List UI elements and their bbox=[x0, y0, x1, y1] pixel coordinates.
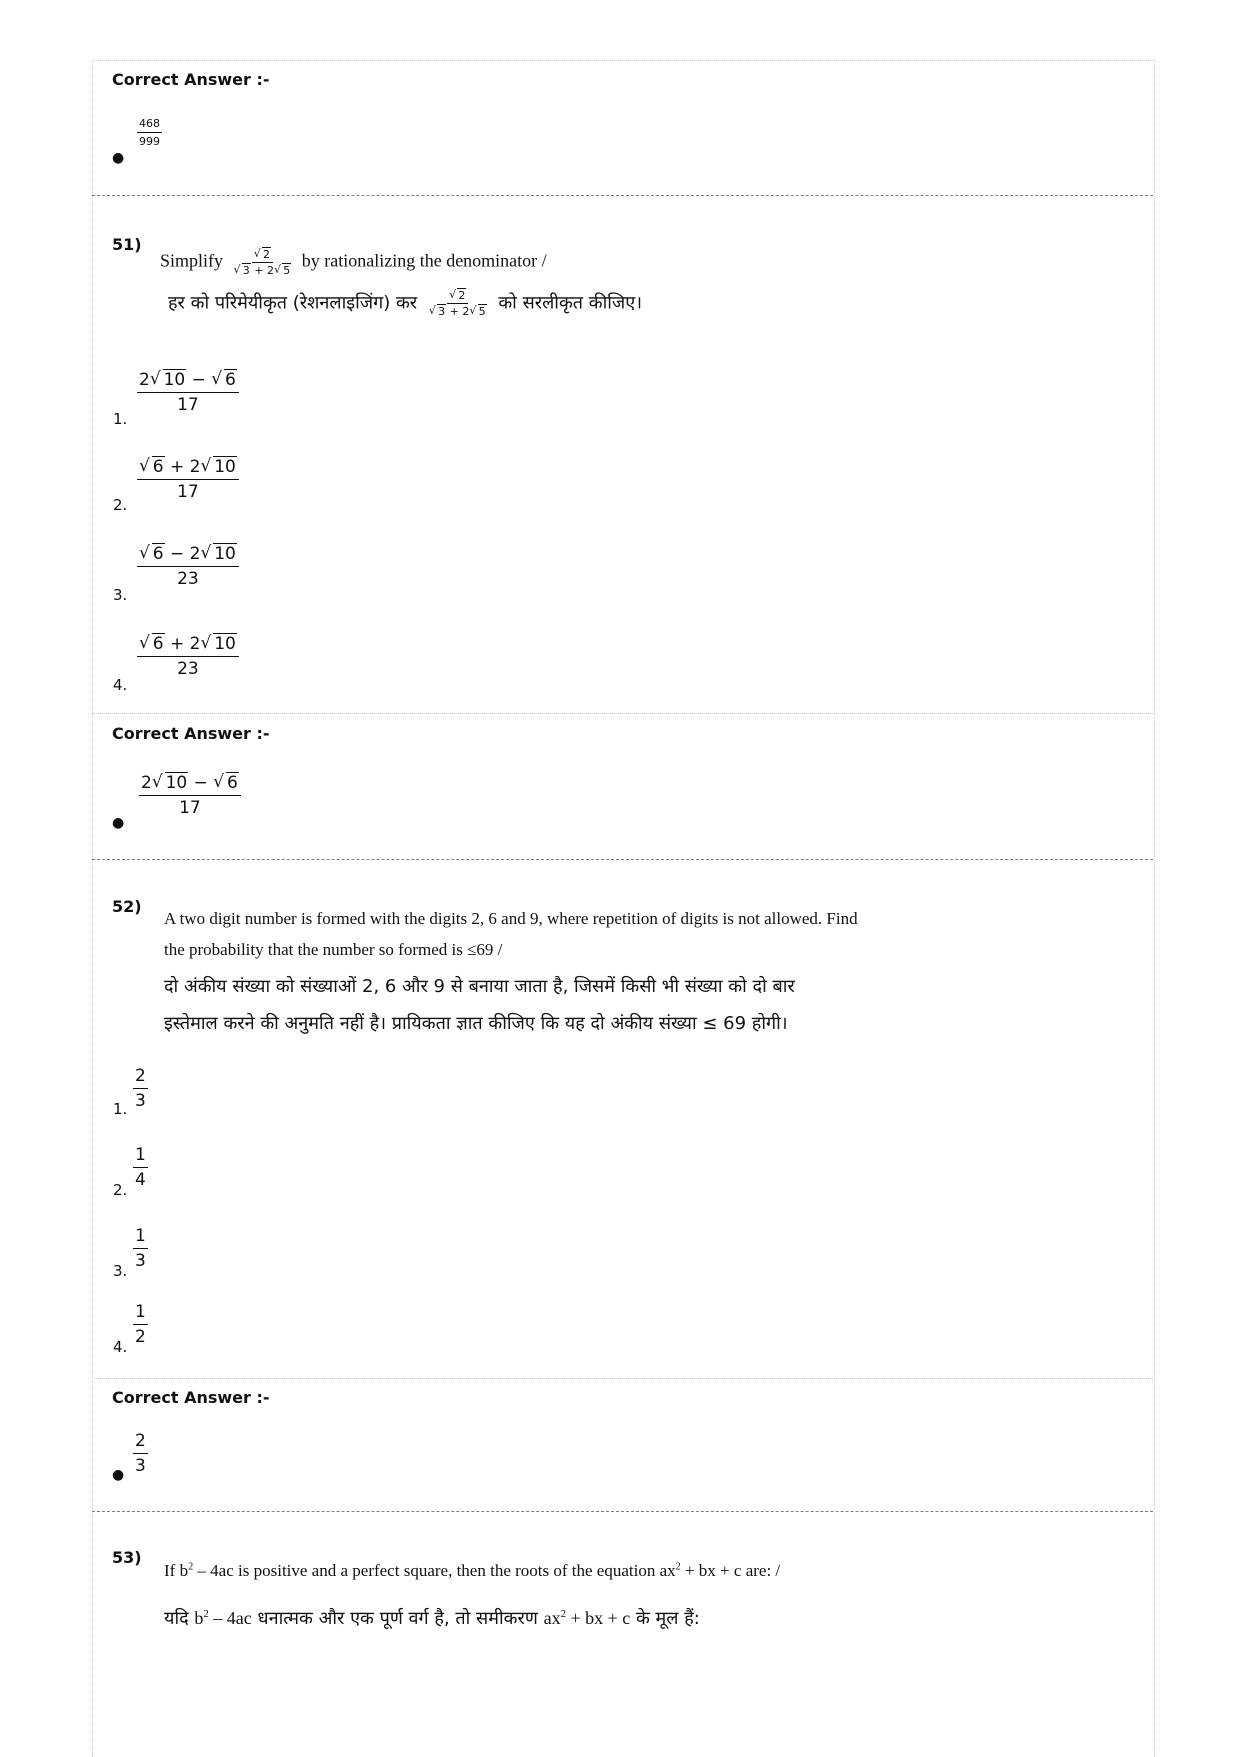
operator: − 2 bbox=[164, 544, 201, 564]
question-text-hindi bbox=[164, 1606, 700, 1630]
answer-fraction bbox=[133, 1431, 148, 1476]
option-index: 3. bbox=[113, 586, 128, 604]
text-segment: + bx + c bbox=[565, 1608, 631, 1628]
denominator: 17 bbox=[179, 798, 201, 818]
answer-fraction bbox=[139, 773, 241, 818]
radicand: 10 bbox=[214, 544, 236, 564]
question-text-hindi bbox=[168, 289, 642, 318]
question-text-hindi-line1: दो अंकीय संख्या को संख्याओं 2, 6 और 9 से बनाया जाता है, जिसमें किसी भी संख्या को दो बार bbox=[164, 976, 795, 997]
question-text-english bbox=[160, 248, 547, 277]
radicand: 3 bbox=[438, 305, 446, 318]
numerator: 1 bbox=[133, 1226, 148, 1249]
option-4-fraction bbox=[137, 634, 239, 679]
correct-answer-label: Correct Answer :- bbox=[112, 1388, 270, 1407]
text-segment: धनात्मक और एक पूर्ण वर्ग है, तो समीकरण bbox=[251, 1608, 544, 1629]
superscript: 2 bbox=[188, 1561, 194, 1573]
radicand: 3 bbox=[242, 264, 250, 277]
radicand: 6 bbox=[152, 457, 164, 477]
bullet-icon: ● bbox=[112, 815, 125, 831]
radicand: 10 bbox=[165, 773, 188, 793]
fraction-denominator: 999 bbox=[139, 135, 160, 148]
option-2-fraction bbox=[133, 1145, 148, 1190]
inline-fraction bbox=[429, 289, 487, 318]
numerator: 2 bbox=[133, 1066, 148, 1089]
correct-answer-label: Correct Answer :- bbox=[112, 70, 270, 89]
text-segment: – 4ac is positive and a perfect square, then the roots of the equation ax bbox=[193, 1561, 676, 1580]
numerator: 2 bbox=[133, 1431, 148, 1454]
radicand: 6 bbox=[225, 370, 236, 390]
radicand: 5 bbox=[283, 264, 291, 277]
text-segment: यदि bbox=[164, 1608, 195, 1629]
denominator: 23 bbox=[177, 659, 199, 679]
text-segment: हर को परिमेयीकृत (रेशनलाइजिंग) कर bbox=[168, 292, 418, 314]
operator: + 2 bbox=[446, 305, 470, 318]
denominator: 3 bbox=[135, 1456, 146, 1476]
radicand: 2 bbox=[458, 289, 466, 302]
operator: + 2 bbox=[164, 634, 201, 654]
question-number: 53) bbox=[112, 1548, 142, 1567]
radicand: 10 bbox=[214, 634, 236, 654]
question-text-hindi-line2: इस्तेमाल करने की अनुमति नहीं है। प्रायिकता ज्ञात कीजिए कि यह दो अंकीय संख्या ≤ 69 होगी। bbox=[164, 1013, 788, 1034]
text-segment: If b bbox=[164, 1561, 189, 1580]
radicand: 10 bbox=[214, 457, 236, 477]
question-text-english bbox=[164, 1561, 780, 1581]
denominator: 17 bbox=[177, 482, 199, 502]
radicand: 6 bbox=[152, 544, 164, 564]
option-index: 4. bbox=[113, 676, 128, 694]
correct-answer-label: Correct Answer :- bbox=[112, 724, 270, 743]
radicand: 6 bbox=[227, 773, 238, 793]
option-index: 2. bbox=[113, 496, 128, 514]
superscript: 2 bbox=[203, 1608, 209, 1620]
fraction-numerator: 468 bbox=[137, 117, 162, 133]
bullet-icon: ● bbox=[112, 1467, 125, 1483]
inline-fraction bbox=[234, 248, 292, 277]
question-separator bbox=[92, 195, 1153, 196]
operator: + 2 bbox=[164, 457, 201, 477]
question-text-english-line1: A two digit number is formed with the digits 2, 6 and 9, where repetition of digits is not allowed. Find bbox=[164, 909, 858, 928]
option-3-fraction bbox=[137, 544, 239, 589]
denominator: 4 bbox=[135, 1170, 146, 1190]
denominator: 17 bbox=[177, 395, 199, 415]
text-segment: ax bbox=[543, 1608, 561, 1628]
superscript: 2 bbox=[675, 1561, 681, 1573]
answer-divider bbox=[92, 713, 1153, 714]
text-segment: by rationalizing the denominator / bbox=[301, 250, 547, 271]
option-3-fraction bbox=[133, 1226, 148, 1271]
question-text-english-line2: the probability that the number so formed is ≤69 / bbox=[164, 940, 503, 959]
numerator: 1 bbox=[133, 1302, 148, 1325]
denominator: 3 bbox=[135, 1091, 146, 1111]
denominator: 3 bbox=[135, 1251, 146, 1271]
operator: − bbox=[186, 370, 212, 390]
question-number: 51) bbox=[112, 235, 142, 254]
operator: − bbox=[188, 773, 214, 793]
denominator: 23 bbox=[177, 569, 199, 589]
radicand: 10 bbox=[163, 370, 186, 390]
text-segment: के मूल हैं: bbox=[630, 1608, 700, 1629]
radicand: 2 bbox=[263, 248, 270, 261]
option-index: 4. bbox=[113, 1338, 128, 1356]
option-index: 2. bbox=[113, 1181, 128, 1199]
option-index: 1. bbox=[113, 410, 128, 428]
text-segment: को सरलीकृत कीजिए। bbox=[498, 292, 643, 314]
text-segment: Simplify bbox=[160, 250, 224, 271]
question-separator bbox=[92, 859, 1153, 860]
option-index: 1. bbox=[113, 1100, 128, 1118]
numerator: 1 bbox=[133, 1145, 148, 1168]
option-2-fraction bbox=[137, 457, 239, 502]
option-1-fraction bbox=[133, 1066, 148, 1111]
answer-fraction bbox=[137, 117, 162, 148]
denominator: 2 bbox=[135, 1327, 146, 1347]
bullet-icon: ● bbox=[112, 150, 125, 166]
answer-divider bbox=[92, 1378, 1153, 1379]
operator: + 2 bbox=[250, 264, 274, 277]
option-4-fraction bbox=[133, 1302, 148, 1347]
option-index: 3. bbox=[113, 1262, 128, 1280]
coefficient: 2 bbox=[141, 773, 152, 793]
superscript: 2 bbox=[560, 1608, 566, 1620]
radicand: 5 bbox=[478, 305, 486, 318]
text-segment: + bx + c are: / bbox=[680, 1561, 781, 1580]
question-number: 52) bbox=[112, 897, 142, 916]
text-segment: b bbox=[194, 1608, 204, 1628]
text-segment: – 4ac bbox=[208, 1608, 252, 1628]
option-1-fraction bbox=[137, 370, 239, 415]
question-separator bbox=[92, 1511, 1153, 1512]
radicand: 6 bbox=[152, 634, 164, 654]
coefficient: 2 bbox=[139, 370, 150, 390]
